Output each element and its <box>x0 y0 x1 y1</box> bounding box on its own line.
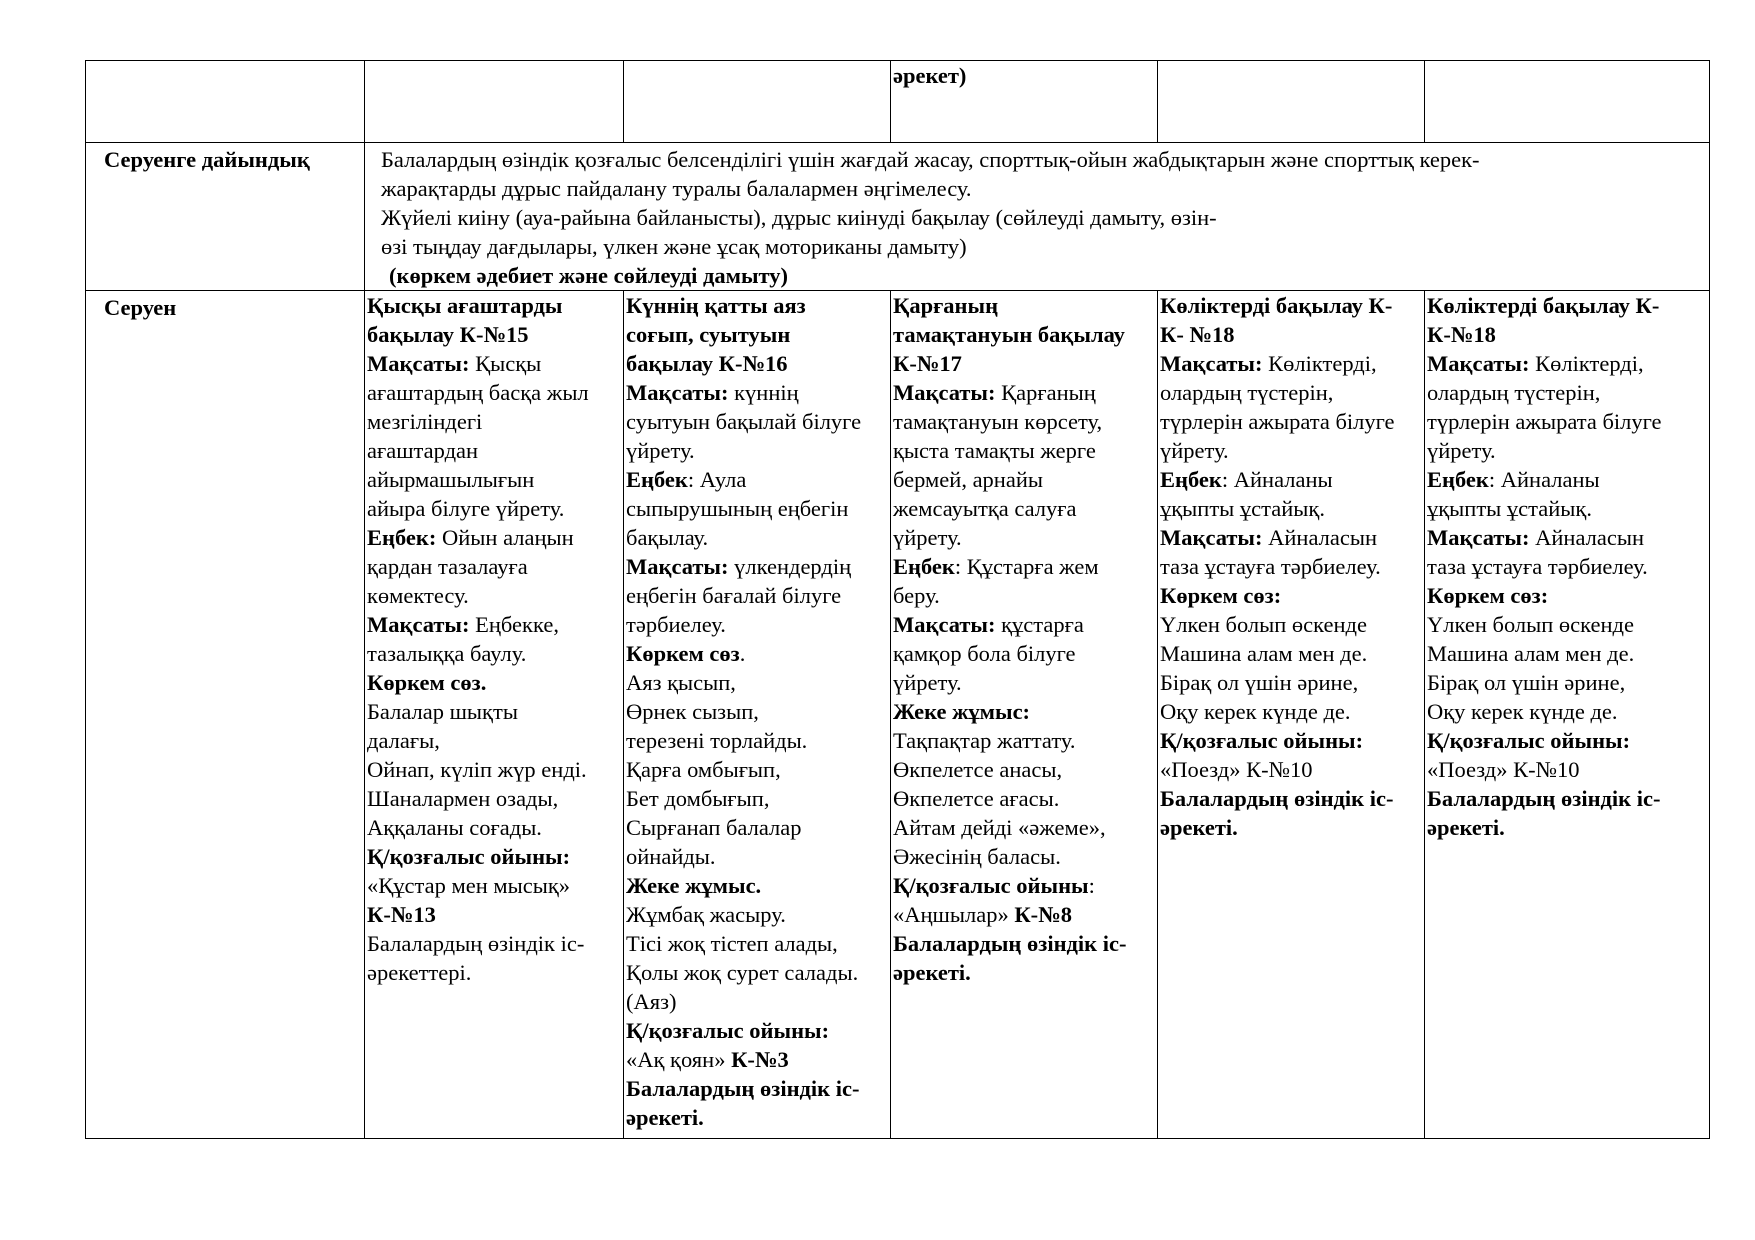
walk-line-text: «Аңшылар» <box>893 902 1015 927</box>
walk-line-bold: әрекеті. <box>893 960 971 985</box>
walk-line <box>626 610 888 639</box>
walk-line <box>1160 407 1422 436</box>
walk-line-bold: Мақсаты: <box>1427 525 1530 550</box>
walk-line <box>626 291 888 320</box>
walk-line-text: далағы, <box>367 728 440 753</box>
walk-line <box>1160 494 1422 523</box>
walk-line <box>367 581 621 610</box>
walk-line-bold: Еңбек <box>626 467 688 492</box>
walk-line <box>626 407 888 436</box>
walk-line-bold: тамақтануын бақылау <box>893 322 1125 347</box>
walk-line-text: . <box>739 641 746 666</box>
walk-line <box>626 755 888 784</box>
walk-line <box>1160 726 1422 755</box>
walk-line-text: олардың түстерін, <box>1427 380 1601 405</box>
walk-line <box>626 1074 888 1103</box>
walk-line <box>893 552 1155 581</box>
walk-line <box>1427 697 1707 726</box>
walk-line-bold: Көліктерді бақылау К- <box>1160 293 1393 318</box>
walk-line-text: «Құстар мен мысық» <box>367 873 570 898</box>
walk-line <box>893 813 1155 842</box>
walk-line <box>367 349 621 378</box>
walk-line <box>367 900 621 929</box>
walk-line <box>626 349 888 378</box>
walk-line-text: Айналасын <box>1529 525 1644 550</box>
walk-line-bold: Жеке жұмыс: <box>893 699 1031 724</box>
walk-line <box>626 987 888 1016</box>
walk-line-text: қыста тамақты жерге <box>893 438 1096 463</box>
walk-line <box>1427 813 1707 842</box>
walk-line <box>1160 523 1422 552</box>
plan-table <box>85 60 1710 1139</box>
walk-line <box>893 668 1155 697</box>
walk-line-text: суытуын бақылай білуге <box>626 409 862 434</box>
walk-line-bold: Көліктерді бақылау К- <box>1427 293 1660 318</box>
walk-line <box>893 842 1155 871</box>
walk-line-bold: әрекеті. <box>1427 815 1505 840</box>
prep-label: Серуенге дайындық <box>86 143 365 291</box>
walk-line-bold: Балалардың өзіндік іс- <box>1160 786 1394 811</box>
walk-line-bold: Мақсаты: <box>893 612 996 637</box>
walk-line <box>626 436 888 465</box>
walk-line-bold: Мақсаты: <box>367 351 470 376</box>
walk-line <box>626 378 888 407</box>
walk-line-text: түрлерін ажырата білуге <box>1160 409 1395 434</box>
walk-line <box>367 639 621 668</box>
walk-line <box>626 929 888 958</box>
walk-line <box>893 958 1155 987</box>
walk-line-text: ұқыпты ұстайық. <box>1427 496 1592 521</box>
walk-line <box>367 929 621 958</box>
walk-line <box>893 784 1155 813</box>
walk-line-text: Аққаланы соғады. <box>367 815 542 840</box>
walk-line-bold: К- №18 <box>1160 322 1235 347</box>
walk-line <box>1427 755 1707 784</box>
walk-line-text: Балалардың өзіндік іс- <box>367 931 585 956</box>
walk-line <box>367 465 621 494</box>
walk-line <box>1160 610 1422 639</box>
walk-line-text: күннің <box>728 380 799 405</box>
walk-line <box>893 291 1155 320</box>
walk-line-bold: әрекеті. <box>1160 815 1238 840</box>
walk-line <box>893 871 1155 900</box>
prep-line: Балалардың өзіндік қозғалыс белсенділігі үшін жағдай жасау, спорттық-ойын жабдықтарын және спорттық керек- <box>381 147 1480 172</box>
walk-line <box>893 639 1155 668</box>
walk-line-text: : Айналаны <box>1488 467 1600 492</box>
walk-line-bold: Мақсаты: <box>626 554 729 579</box>
walk-line-bold: Қ/қозғалыс ойыны: <box>367 844 571 869</box>
walk-line-text: Тісі жоқ тістеп алады, <box>626 931 838 956</box>
walk-line <box>1160 291 1422 320</box>
walk-line-text: үйрету. <box>1160 438 1229 463</box>
walk-line-text: таза ұстауға тәрбиелеу. <box>1427 554 1648 579</box>
walk-line <box>367 523 621 552</box>
walk-line-text: Ойнап, күліп жүр енді. <box>367 757 587 782</box>
walk-line-text: жемсауытқа салуға <box>893 496 1077 521</box>
walk-line-bold: К-№17 <box>893 351 962 376</box>
walk-line <box>1427 465 1707 494</box>
walk-line-bold: Мақсаты: <box>367 612 470 637</box>
walk-line <box>1427 523 1707 552</box>
walk-line-bold: Мақсаты: <box>1160 351 1263 376</box>
walk-line-text: Сырғанап балалар <box>626 815 802 840</box>
walk-line-bold: Еңбек: <box>367 525 437 550</box>
walk-line <box>367 726 621 755</box>
walk-line-text: айыра білуге үйрету. <box>367 496 565 521</box>
walk-column-3 <box>1158 291 1425 1139</box>
walk-line-text: тәрбиелеу. <box>626 612 726 637</box>
walk-line <box>893 610 1155 639</box>
walk-line-text: мезгіліндегі <box>367 409 483 434</box>
walk-line-text: бермей, арнайы <box>893 467 1043 492</box>
prep-line: жарақтарды дұрыс пайдалану туралы балалармен әңгімелесу. <box>381 176 972 201</box>
walk-line-bold: Көркем сөз. <box>367 670 487 695</box>
walk-line <box>893 726 1155 755</box>
walk-line-text: қардан тазалауға <box>367 554 528 579</box>
walk-line <box>893 581 1155 610</box>
top-cell-3: әрекет) <box>891 61 1158 143</box>
walk-line <box>626 523 888 552</box>
walk-line <box>626 1016 888 1045</box>
walk-line <box>893 900 1155 929</box>
walk-line <box>1160 784 1422 813</box>
walk-line-text: әрекеттері. <box>367 960 472 985</box>
walk-line-text: ұқыпты ұстайық. <box>1160 496 1325 521</box>
walk-column-0 <box>365 291 624 1139</box>
walk-line <box>367 407 621 436</box>
walk-line-bold: бақылау К-№15 <box>367 322 529 347</box>
walk-line <box>367 813 621 842</box>
walk-line <box>893 436 1155 465</box>
walk-line <box>367 871 621 900</box>
walk-line <box>626 320 888 349</box>
walk-column-1 <box>624 291 891 1139</box>
walk-line-text: Қолы жоқ сурет салады. <box>626 960 859 985</box>
walk-line <box>1427 726 1707 755</box>
walk-line <box>626 871 888 900</box>
walk-line-text: Машина алам мен де. <box>1427 641 1635 666</box>
walk-line-bold: Көркем сөз: <box>1427 583 1549 608</box>
walk-line <box>1160 668 1422 697</box>
walk-line-bold: Балалардың өзіндік іс- <box>1427 786 1661 811</box>
walk-line <box>1427 610 1707 639</box>
walk-line-bold: Жеке жұмыс. <box>626 873 762 898</box>
walk-line <box>1160 581 1422 610</box>
walk-line-bold: Қ/қозғалыс ойыны: <box>1160 728 1364 753</box>
walk-line-bold: К-№8 <box>1014 902 1072 927</box>
walk-line-text: Үлкен болып өскенде <box>1427 612 1634 637</box>
walk-line-bold: Еңбек <box>893 554 955 579</box>
walk-line-bold: К-№13 <box>367 902 436 927</box>
walk-line <box>367 842 621 871</box>
walk-line-text: үйрету. <box>626 438 695 463</box>
walk-line <box>1427 639 1707 668</box>
walk-line <box>893 407 1155 436</box>
walk-line <box>626 581 888 610</box>
walk-line-text: Өрнек сызып, <box>626 699 759 724</box>
walk-line-bold: Қ/қозғалыс ойыны: <box>626 1018 830 1043</box>
walk-line <box>367 958 621 987</box>
walk-line <box>626 465 888 494</box>
walk-line <box>1160 813 1422 842</box>
walk-line-text: Бірақ ол үшін әрине, <box>1427 670 1626 695</box>
walk-line-text: Бірақ ол үшін әрине, <box>1160 670 1359 695</box>
walk-line-text: Шаналармен озады, <box>367 786 559 811</box>
walk-line-text: Балалар шықты <box>367 699 518 724</box>
walk-line-text: бақылау. <box>626 525 709 550</box>
walk-line-text: қамқор бола білуге <box>893 641 1076 666</box>
walk-column-2 <box>891 291 1158 1139</box>
walk-line-text: Айтам дейді «әжеме», <box>893 815 1106 840</box>
walk-line <box>1427 581 1707 610</box>
walk-line <box>367 755 621 784</box>
walk-line-text: Үлкен болып өскенде <box>1160 612 1367 637</box>
walk-line-text: Өкпелетсе анасы, <box>893 757 1063 782</box>
walk-line-bold: Еңбек <box>1427 467 1489 492</box>
top-cell-5 <box>1425 61 1710 143</box>
walk-line <box>1427 291 1707 320</box>
walk-line <box>1427 349 1707 378</box>
walk-line <box>367 668 621 697</box>
walk-line <box>893 349 1155 378</box>
walk-line-text: Еңбекке, <box>469 612 559 637</box>
walk-line-text: таза ұстауға тәрбиелеу. <box>1160 554 1381 579</box>
walk-line <box>893 697 1155 726</box>
walk-column-4 <box>1425 291 1710 1139</box>
walk-line-text: «Поезд» К-№10 <box>1160 757 1313 782</box>
walk-line-text: Қысқы <box>469 351 542 376</box>
walk-line <box>626 1045 888 1074</box>
walk-line-text: түрлерін ажырата білуге <box>1427 409 1662 434</box>
walk-line <box>1160 552 1422 581</box>
walk-line-bold: К-№3 <box>731 1047 789 1072</box>
prep-line: Жүйелі киіну (ауа-райына байланысты), дұрыс киінуді бақылау (сөйлеуді дамыту, өзін- <box>381 205 1217 230</box>
walk-line <box>893 523 1155 552</box>
walk-line-text: ойнайды. <box>626 844 716 869</box>
walk-line-text: олардың түстерін, <box>1160 380 1334 405</box>
walk-line <box>367 697 621 726</box>
walk-line-text: Ойын алаңын <box>436 525 574 550</box>
walk-line <box>626 639 888 668</box>
top-cell-0 <box>86 61 365 143</box>
walk-line-bold: Балалардың өзіндік іс- <box>626 1076 860 1101</box>
walk-line-text: Бет домбығып, <box>626 786 770 811</box>
walk-line-bold: бақылау К-№16 <box>626 351 788 376</box>
walk-line <box>367 320 621 349</box>
walk-line <box>1160 755 1422 784</box>
walk-line <box>367 291 621 320</box>
walk-line <box>367 494 621 523</box>
walk-line <box>893 755 1155 784</box>
walk-line <box>1160 639 1422 668</box>
walk-line-text: Көліктерді, <box>1529 351 1644 376</box>
walk-line-text: көмектесу. <box>367 583 469 608</box>
walk-line-text: «Ақ қоян» <box>626 1047 732 1072</box>
walk-line-bold: Мақсаты: <box>1427 351 1530 376</box>
walk-line-text: айырмашылығын <box>367 467 535 492</box>
walk-line <box>367 610 621 639</box>
table-row-walk <box>86 291 1710 1139</box>
top-cell-4 <box>1158 61 1425 143</box>
walk-line-text: беру. <box>893 583 940 608</box>
walk-line <box>626 958 888 987</box>
walk-line <box>893 465 1155 494</box>
walk-line <box>893 494 1155 523</box>
walk-line <box>626 1103 888 1132</box>
walk-line-text: : Айналаны <box>1221 467 1333 492</box>
walk-line-bold: Мақсаты: <box>1160 525 1263 550</box>
walk-line-text: Айналасын <box>1262 525 1377 550</box>
table-row-top <box>86 61 1710 143</box>
walk-line <box>626 842 888 871</box>
walk-line-text: Әжесінің баласы. <box>893 844 1061 869</box>
walk-line-text: Оқу керек күнде де. <box>1427 699 1618 724</box>
walk-line-bold: соғып, суытуын <box>626 322 791 347</box>
walk-line-text: Аяз қысып, <box>626 670 736 695</box>
walk-line <box>1160 320 1422 349</box>
walk-line-text: тамақтануын көрсету, <box>893 409 1103 434</box>
walk-line-bold: Қ/қозғалыс ойыны: <box>1427 728 1631 753</box>
walk-line-text: Машина алам мен де. <box>1160 641 1368 666</box>
walk-line-bold: Мақсаты: <box>626 380 729 405</box>
walk-line <box>626 784 888 813</box>
walk-line-text: терезені торлайды. <box>626 728 808 753</box>
walk-line <box>893 320 1155 349</box>
walk-line-text: ағаштардан <box>367 438 479 463</box>
walk-line <box>1427 668 1707 697</box>
walk-line <box>626 668 888 697</box>
walk-line-text: Оқу керек күнде де. <box>1160 699 1351 724</box>
walk-line-bold: әрекеті. <box>626 1105 704 1130</box>
walk-line <box>626 813 888 842</box>
walk-line <box>1427 436 1707 465</box>
walk-line-text: Қарға омбығып, <box>626 757 781 782</box>
walk-line <box>626 726 888 755</box>
walk-line-text: : <box>1088 873 1095 898</box>
walk-line-bold: Көркем сөз: <box>1160 583 1282 608</box>
walk-line-text: : Аула <box>687 467 747 492</box>
prep-content <box>365 143 1710 291</box>
walk-line <box>1160 378 1422 407</box>
top-cell-1 <box>365 61 624 143</box>
walk-line <box>367 552 621 581</box>
walk-line <box>893 929 1155 958</box>
walk-line-text: құстарға <box>995 612 1084 637</box>
walk-line-text: Қарғаның <box>995 380 1096 405</box>
walk-label: Серуен <box>86 291 365 1139</box>
walk-line <box>1427 378 1707 407</box>
walk-line-text: Көліктерді, <box>1262 351 1377 376</box>
walk-line-bold: Қ/қозғалыс ойыны <box>893 873 1089 898</box>
walk-line-bold: К-№18 <box>1427 322 1496 347</box>
prep-bold-line: (көркем әдебиет және сөйлеуді дамыту) <box>389 263 789 288</box>
walk-line-text: тазалыққа баулу. <box>367 641 527 666</box>
walk-line <box>1427 784 1707 813</box>
walk-line-text: үйрету. <box>893 670 962 695</box>
walk-line <box>893 378 1155 407</box>
walk-line-bold: Көркем сөз <box>626 641 740 666</box>
walk-line <box>626 552 888 581</box>
walk-line <box>1160 349 1422 378</box>
walk-line <box>367 436 621 465</box>
walk-line <box>1160 436 1422 465</box>
walk-line-text: Өкпелетсе ағасы. <box>893 786 1060 811</box>
walk-line-text: ағаштардың басқа жыл <box>367 380 589 405</box>
walk-line-text: (Аяз) <box>626 989 677 1014</box>
prep-line: өзі тыңдау дағдылары, үлкен және ұсақ моториканы дамыту) <box>381 234 967 259</box>
walk-line-text: сыпырушының еңбегін <box>626 496 849 521</box>
walk-line-bold: Мақсаты: <box>893 380 996 405</box>
walk-line <box>626 494 888 523</box>
walk-line <box>1160 697 1422 726</box>
walk-line-bold: Қысқы ағаштарды <box>367 293 563 318</box>
walk-line-bold: Қарғаның <box>893 293 999 318</box>
walk-line-bold: Балалардың өзіндік іс- <box>893 931 1127 956</box>
walk-line <box>367 378 621 407</box>
walk-line-text: Жұмбақ жасыру. <box>626 902 786 927</box>
walk-line <box>1427 320 1707 349</box>
walk-line-text: : Құстарға жем <box>954 554 1099 579</box>
walk-line <box>1427 407 1707 436</box>
table-row-prep <box>86 143 1710 291</box>
walk-line <box>367 784 621 813</box>
walk-line-text: үйрету. <box>893 525 962 550</box>
walk-line-text: «Поезд» К-№10 <box>1427 757 1580 782</box>
walk-line-text: үйрету. <box>1427 438 1496 463</box>
walk-line <box>1427 552 1707 581</box>
walk-line-text: Тақпақтар жаттату. <box>893 728 1076 753</box>
walk-line-bold: Еңбек <box>1160 467 1222 492</box>
walk-line <box>626 900 888 929</box>
walk-line-text: еңбегін бағалай білуге <box>626 583 842 608</box>
walk-line-bold: Күннің қатты аяз <box>626 293 806 318</box>
top-cell-2 <box>624 61 891 143</box>
walk-line <box>626 697 888 726</box>
walk-line <box>1427 494 1707 523</box>
walk-line <box>1160 465 1422 494</box>
walk-line-text: үлкендердің <box>728 554 852 579</box>
